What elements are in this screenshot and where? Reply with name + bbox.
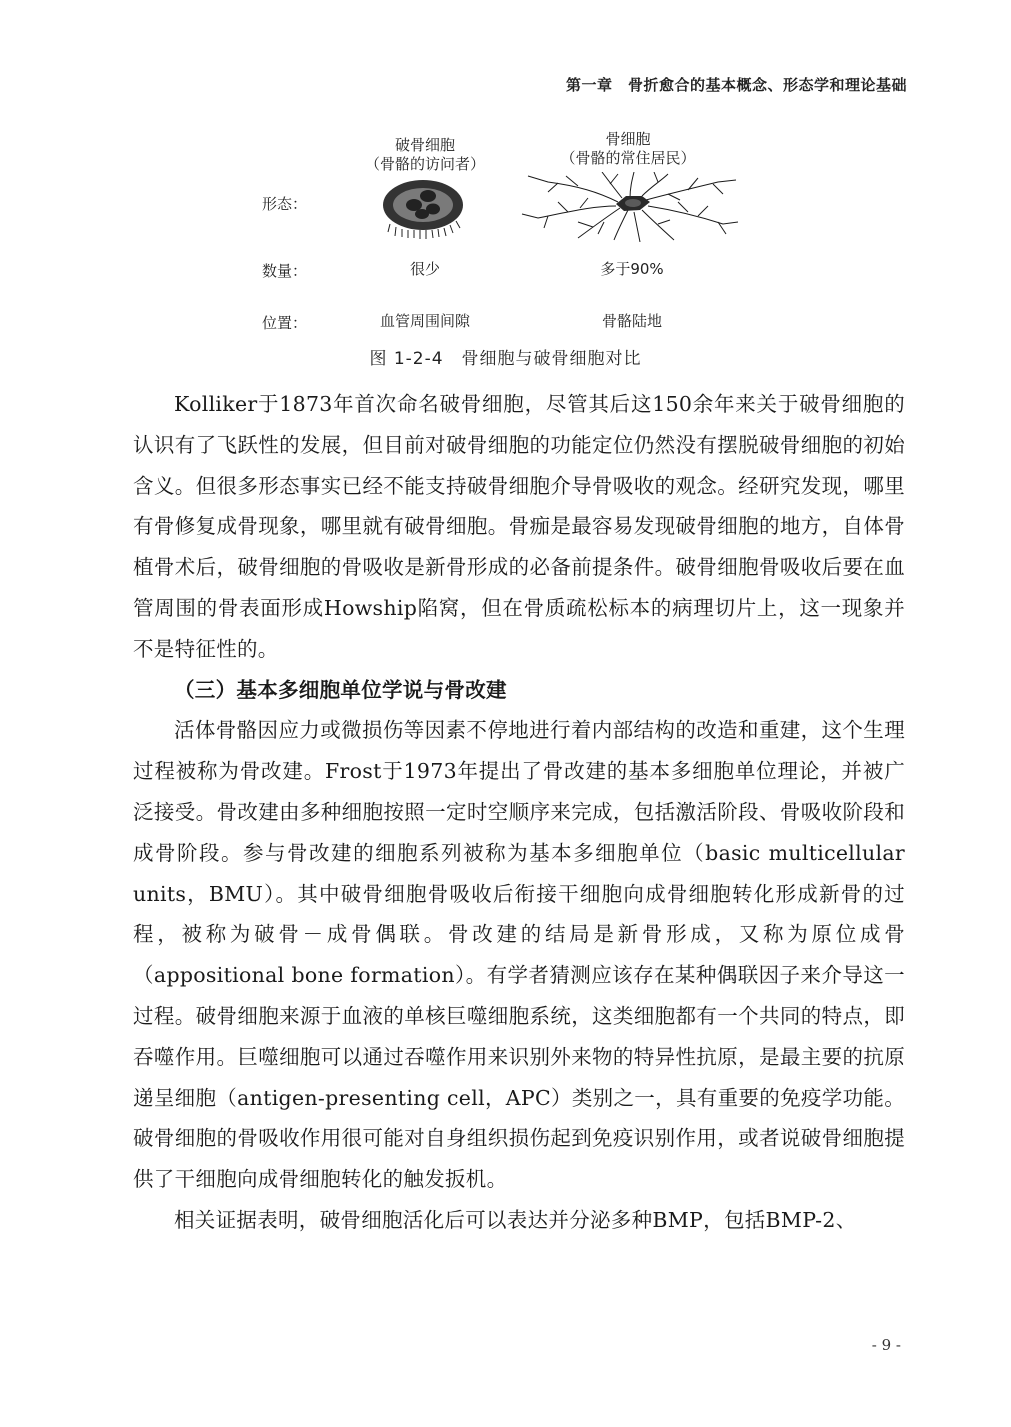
section-heading: （三）基本多细胞单位学说与骨改建 [174, 677, 507, 702]
figure-caption: 图 1-2-4 骨细胞与破骨细胞对比 [369, 349, 642, 369]
osteocyte-name: 骨细胞 [605, 130, 651, 148]
osteoclast-location: 血管周围间隙 [379, 312, 471, 330]
body-text [133, 384, 905, 1241]
osteoclast-name: 破骨细胞 [394, 136, 456, 154]
osteoclast-illustration [378, 178, 468, 240]
cell-comparison-figure [0, 120, 1011, 380]
osteoclast-title [365, 136, 485, 174]
page-number: - 9 - [871, 1336, 901, 1354]
osteocyte-quantity: 多于90% [600, 260, 664, 278]
chapter-header: 第一章 骨折愈合的基本概念、形态学和理论基础 [565, 76, 907, 94]
row-label-morphology: 形态： [262, 195, 308, 213]
paragraph-2: 活体骨骼因应力或微损伤等因素不停地进行着内部结构的改造和重建，这个生理过程被称为骨改建。Frost于1973年提出了骨改建的基本多细胞单位理论，并被广泛接受。骨改建由多种细胞按照一定时空顺序来完成，包括激活阶段、骨吸收阶段和成骨阶段。参与骨改建的细胞系列被称为基本多细胞单位（basic multicellular units，BMU）。其中破骨细胞骨吸收后衔接干细胞向成骨细胞转化形成新骨的过程，被称为破骨－成骨偶联。骨改建的结局是新骨形成，又称为原位成骨（appositional bone formation）。有学者猜测应该存在某种偶联因子来介导这一过程。破骨细胞来源于血液的单核巨噬细胞系统，这类细胞都有一个共同的特点，即吞噬作用。巨噬细胞可以通过吞噬作用来识别外来物的特异性抗原，是最主要的抗原递呈细胞（antigen-presenting cell，APC）类别之一，具有重要的免疫学功能。破骨细胞的骨吸收作用很可能对自身组织损伤起到免疫识别作用，或者说破骨细胞提供了干细胞向成骨细胞转化的触发扳机。 [133, 718, 905, 1192]
osteocyte-title [560, 130, 695, 168]
osteoclast-quantity: 很少 [409, 260, 441, 278]
osteocyte-subtitle: （骨骼的常住居民） [560, 149, 696, 167]
row-label-quantity: 数量： [262, 262, 308, 280]
paragraph-1: Kolliker于1873年首次命名破骨细胞，尽管其后这150余年来关于破骨细胞的认识有了飞跃性的发展，但目前对破骨细胞的功能定位仍然没有摆脱破骨细胞的初始含义。但很多形态事实已经不能支持破骨细胞介导骨吸收的观念。经研究发现，哪里有骨修复成骨现象，哪里就有破骨细胞。骨痂是最容易发现破骨细胞的地方，自体骨植骨术后，破骨细胞的骨吸收是新骨形成的必备前提条件。破骨细胞骨吸收后要在血管周围的骨表面形成Howship陷窝，但在骨质疏松标本的病理切片上，这一现象并不是特征性的。 [133, 392, 905, 661]
row-label-location: 位置： [262, 314, 308, 332]
osteocyte-location: 骨骼陆地 [601, 312, 663, 330]
osteocyte-illustration [518, 172, 742, 242]
paragraph-3: 相关证据表明，破骨细胞活化后可以表达并分泌多种BMP，包括BMP-2、 [174, 1207, 857, 1232]
osteoclast-subtitle: （骨骼的访问者） [364, 155, 486, 173]
